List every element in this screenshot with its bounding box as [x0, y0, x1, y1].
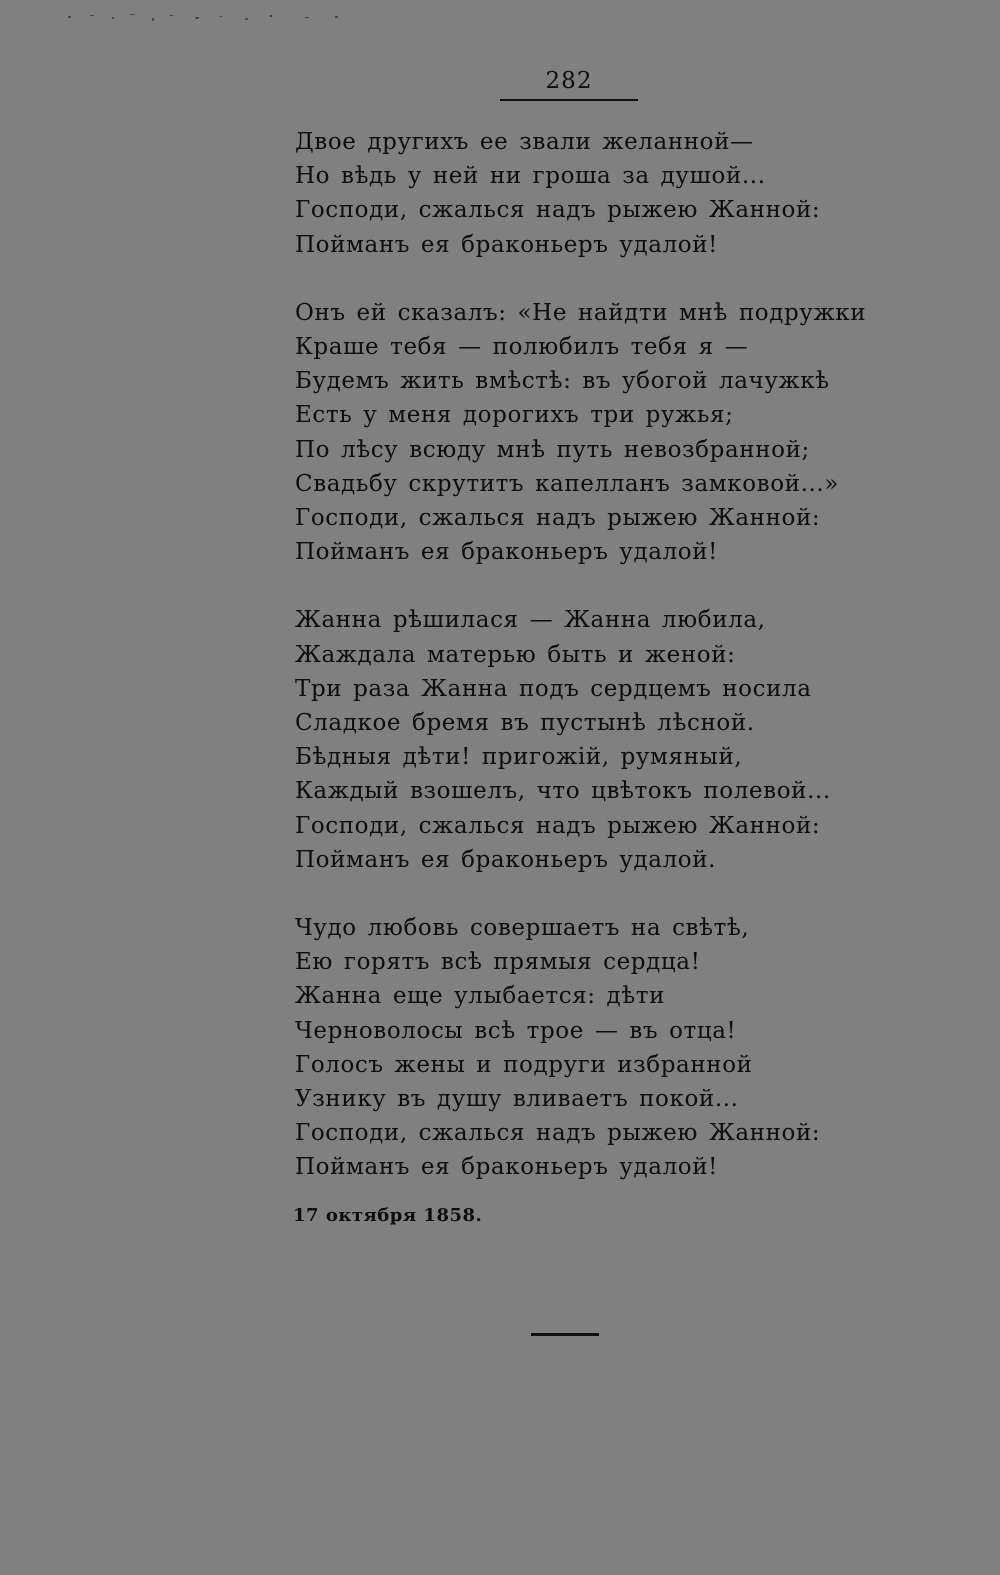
poem-line: Господи, сжалься надъ рыжею Жанной:	[295, 505, 821, 532]
poem-line: Жанна рѣшилася — Жанна любила,	[295, 607, 766, 634]
poem-line: Бѣдныя дѣти! пригожій, румяный,	[295, 744, 743, 771]
poem-date: 17 октября 1858.	[293, 1205, 483, 1226]
poem-line: Узнику въ душу вливаетъ покой...	[295, 1086, 739, 1113]
poem-line: Краше тебя — полюбилъ тебя я —	[295, 334, 749, 361]
poem-line: Чудо любовь совершаетъ на свѣтѣ,	[295, 915, 750, 942]
poem-line: Будемъ жить вмѣстѣ: въ убогой лачужкѣ	[295, 368, 830, 395]
poem-line: По лѣсу всюду мнѣ путь невозбранной;	[295, 436, 810, 463]
poem-line: Есть у меня дорогихъ три ружья;	[295, 402, 734, 429]
poem-line: Господи, сжалься надъ рыжею Жанной:	[295, 1120, 821, 1147]
poem-line: Господи, сжалься надъ рыжею Жанной:	[295, 812, 821, 839]
poem-line: Пойманъ ея браконьеръ удалой.	[295, 846, 717, 873]
stanza	[295, 603, 935, 877]
poem-line: Пойманъ ея браконьеръ удалой!	[295, 539, 719, 566]
poem-line: Жанна еще улыбается: дѣти	[295, 983, 666, 1010]
poem-line: Господи, сжалься надъ рыжею Жанной:	[295, 197, 821, 224]
poem-line: Онъ ей сказалъ: «Не найдти мнѣ подружки	[295, 299, 867, 326]
poem-line: Свадьбу скрутитъ капелланъ замковой...»	[295, 470, 840, 497]
poem-line: Ею горятъ всѣ прямыя сердца!	[295, 949, 701, 976]
page-number-rule	[500, 99, 638, 101]
stanza	[295, 296, 935, 570]
poem-line: Каждый взошелъ, что цвѣтокъ полевой...	[295, 778, 831, 805]
poem-line: Голосъ жены и подруги избранной	[295, 1051, 753, 1078]
poem-line: Пойманъ ея браконьеръ удалой!	[295, 231, 719, 258]
stanza	[295, 911, 935, 1185]
poem-line: Сладкое бремя въ пустынѣ лѣсной.	[295, 710, 755, 737]
poem-line: Три раза Жанна подъ сердцемъ носила	[295, 675, 812, 702]
end-rule	[531, 1333, 599, 1336]
stanza	[295, 125, 935, 262]
scan-specks	[60, 8, 360, 28]
poem-line: Двое другихъ ее звали желанной—	[295, 129, 754, 155]
poem-line: Жаждала матерью быть и женой:	[295, 641, 736, 668]
page-number: 282	[545, 68, 593, 94]
poem	[295, 125, 935, 1219]
poem-line: Пойманъ ея браконьеръ удалой!	[295, 1154, 719, 1181]
poem-line: Но вѣдь у ней ни гроша за душой...	[295, 163, 766, 190]
poem-line: Черноволосы всѣ трое — въ отца!	[295, 1017, 737, 1044]
